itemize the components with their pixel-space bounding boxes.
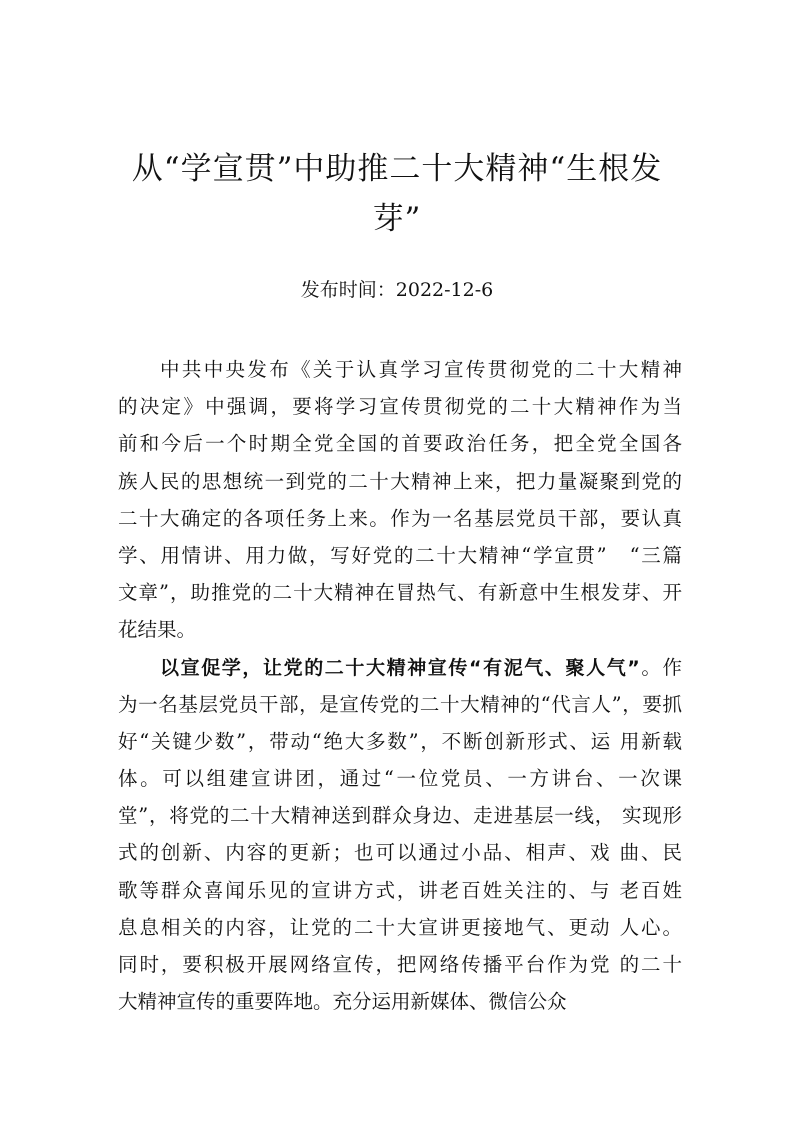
- text-line: 花结果。: [118, 618, 197, 642]
- publish-date: 发布时间：2022-12-6: [300, 279, 494, 301]
- text-line: 息息相关的内容，让党的二十大宣讲更接地气、更动 人心。: [118, 915, 682, 939]
- text-line: 二十大确定的各项任务上来。作为一名基层党员干部，要认真: [118, 506, 682, 530]
- text-line: 前和今后一个时期全党全国的首要政治任务，把全党全国各: [118, 432, 682, 456]
- text-line: 族人民的思想统一到党的二十大精神上来，把力量凝聚到党的: [118, 469, 682, 493]
- text-line: 大精神宣传的重要阵地。充分运用新媒体、微信公众: [118, 990, 567, 1014]
- document-title-line-1: 从“学宣贯”中助推二十大精神“生根发: [131, 151, 663, 187]
- text-line: 好“关键少数”，带动“绝大多数”，不断创新形式、运 用新载: [118, 729, 682, 753]
- text-line: 堂”，将党的二十大精神送到群众身边、走进基层一线， 实现形: [118, 804, 682, 828]
- text-line: [118, 654, 682, 691]
- text-line: 中共中央发布《关于认真学习宣传贯彻党的二十大精神: [160, 358, 682, 381]
- text-line: 为一名基层党员干部，是宣传党的二十大精神的“代言人”，要抓: [118, 692, 682, 716]
- text-line: 学、用情讲、用力做，写好党的二十大精神“学宣贯” “三篇: [118, 543, 682, 567]
- text-line: 体。可以组建宣讲团，通过“一位党员、一方讲台、一次课: [118, 767, 682, 791]
- article-body: [118, 356, 682, 1025]
- text-line: 的决定》中强调，要将学习宣传贯彻党的二十大精神作为当: [118, 395, 682, 419]
- paragraph-1: [118, 356, 682, 654]
- section-heading: 以宣促学，让党的二十大精神宣传“有泥气、聚人气”: [160, 656, 640, 679]
- document-title-line-2: 芽”: [372, 201, 422, 237]
- text-line: 文章”，助推党的二十大精神在冒热气、有新意中生根发芽、开: [118, 581, 682, 605]
- text-line: 式的创新、内容的更新；也可以通过小品、相声、戏 曲、民: [118, 841, 682, 865]
- heading-tail: 。作: [639, 655, 682, 679]
- paragraph-2: [118, 654, 682, 1026]
- text-line: 歌等群众喜闻乐见的宣讲方式，讲老百姓关注的、与 老百姓: [118, 878, 682, 902]
- text-line: 同时，要积极开展网络宣传，把网络传播平台作为党 的二十: [118, 953, 682, 976]
